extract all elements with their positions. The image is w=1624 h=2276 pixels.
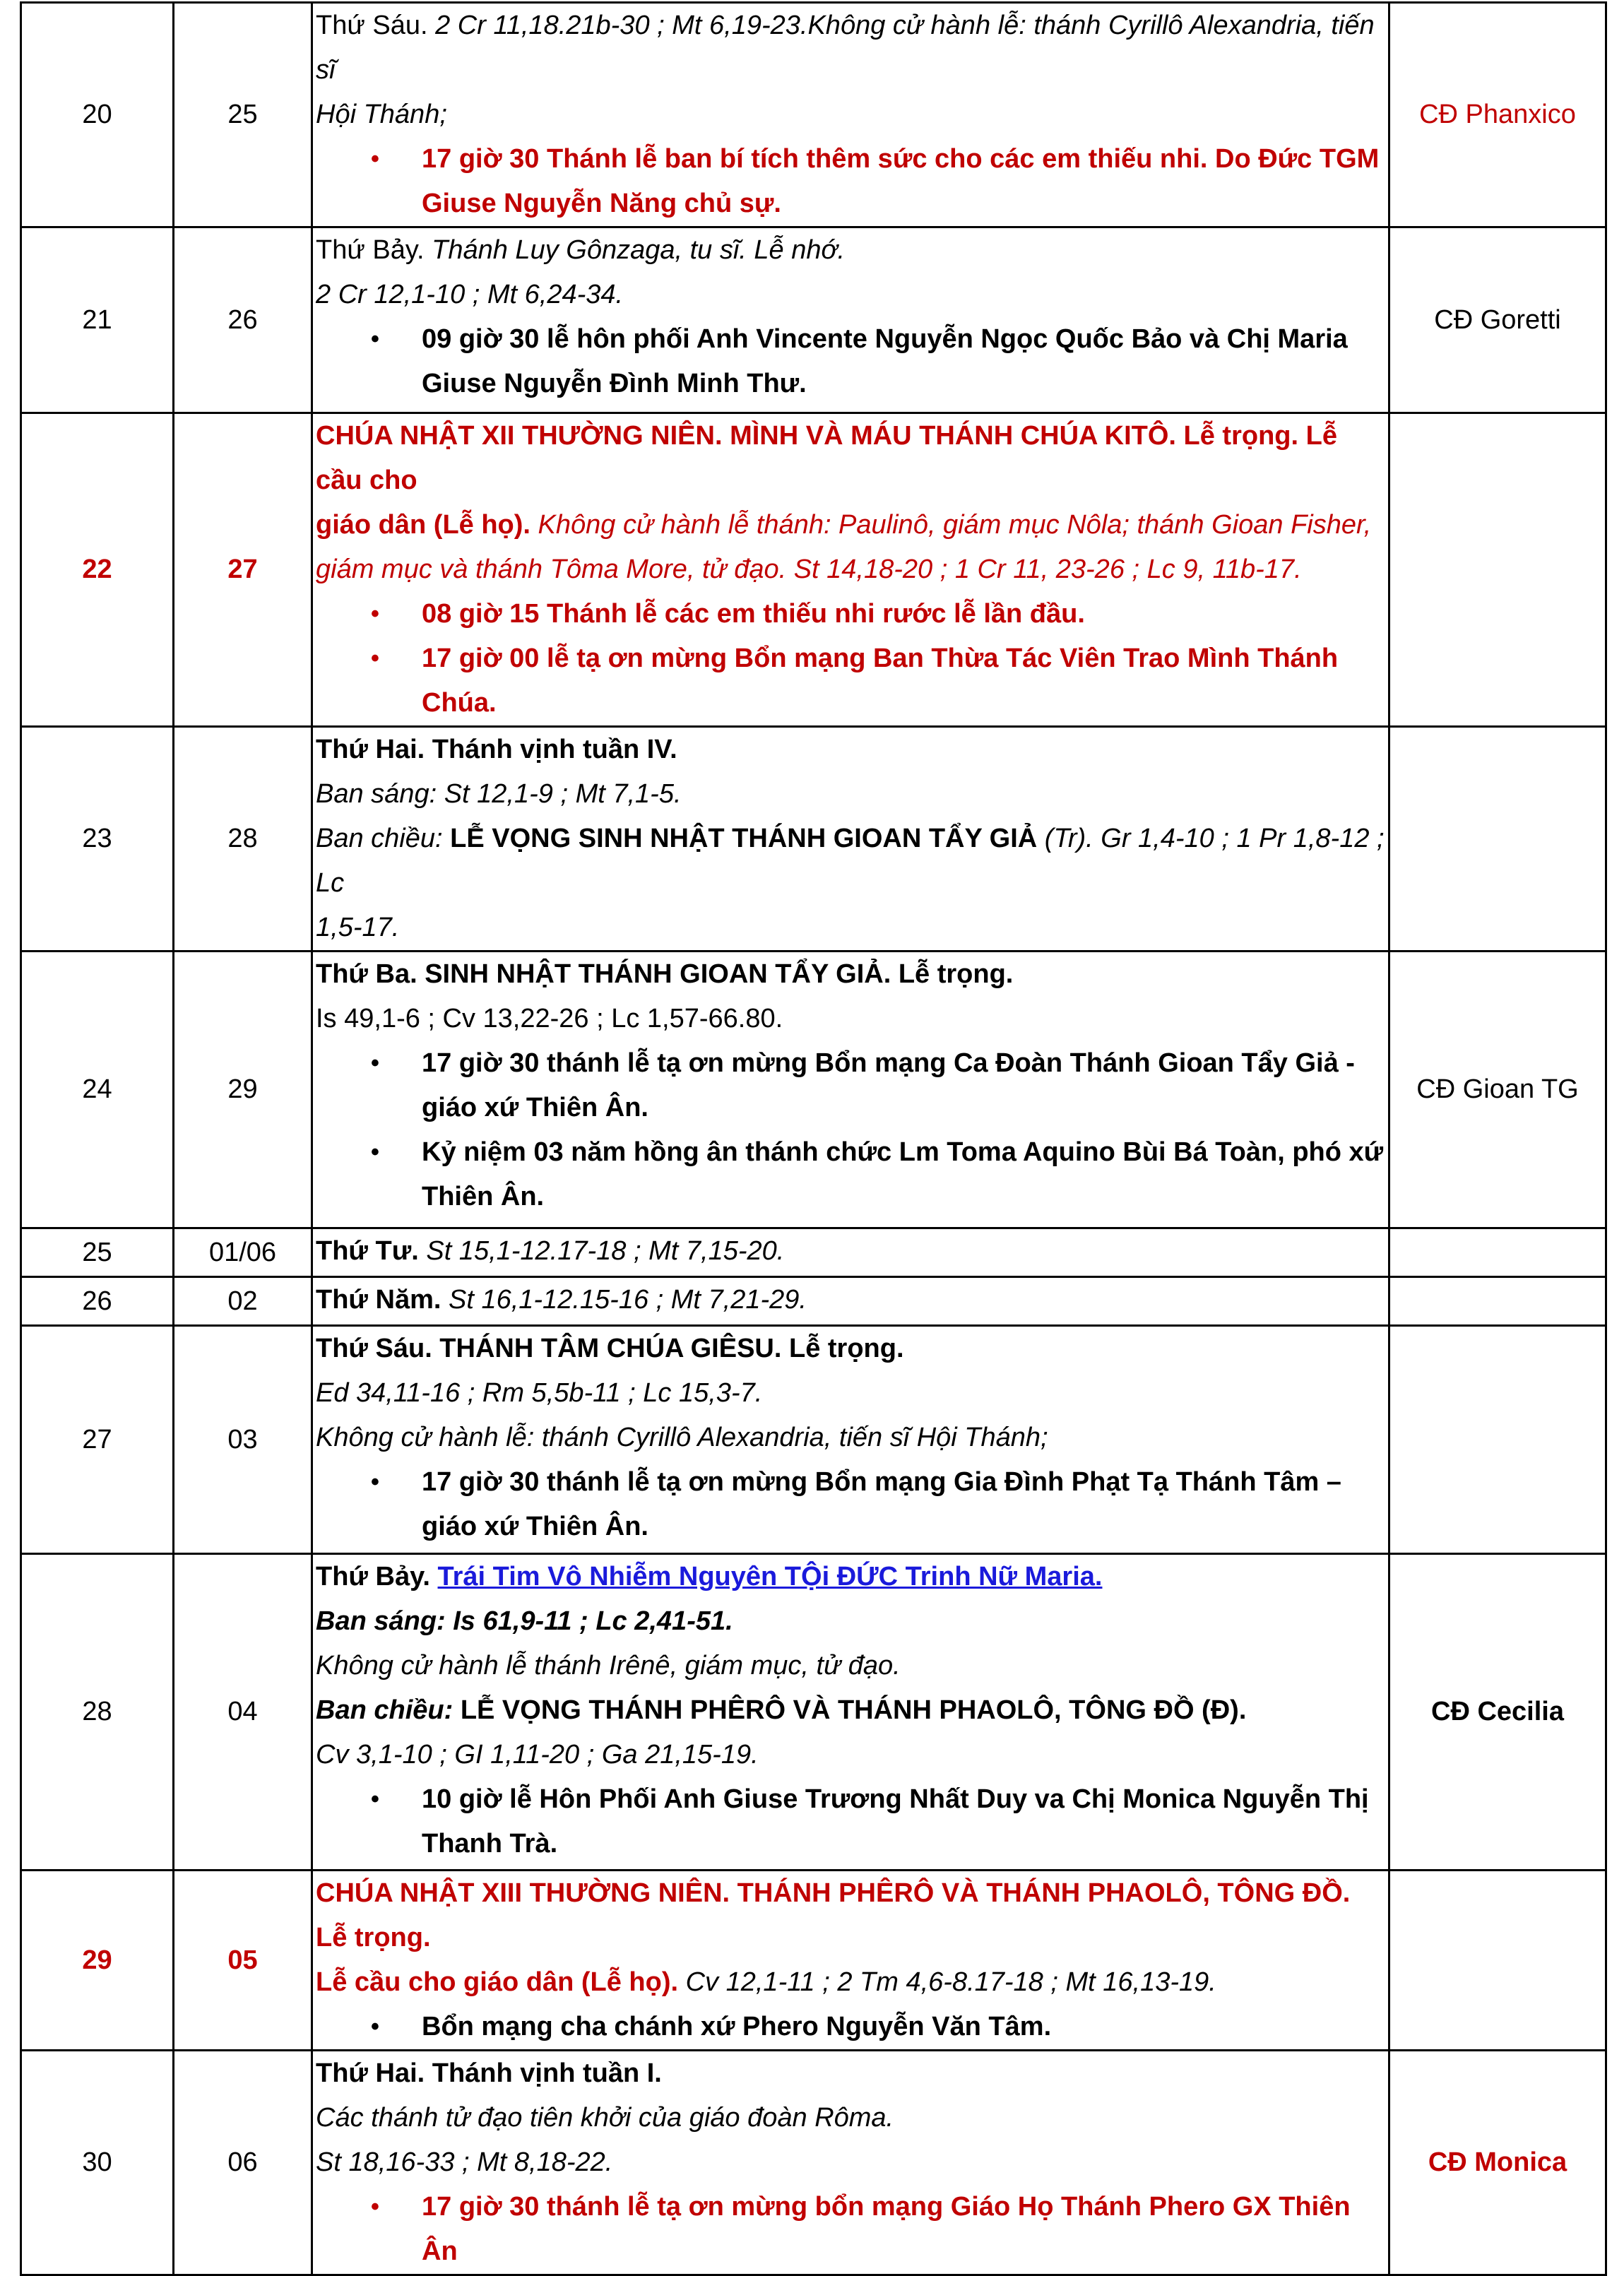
lunar-day-cell: 04	[174, 1554, 312, 1871]
liturgical-calendar-table	[20, 1, 1607, 2276]
liturgy-cell	[312, 227, 1389, 413]
bullet-icon: •	[371, 1786, 379, 1813]
liturgy-cell	[312, 3, 1389, 227]
bullet-icon: •	[371, 146, 379, 172]
bullet-icon: •	[371, 2193, 379, 2220]
day-cell: 23	[21, 727, 174, 952]
lunar-day-cell: 26	[174, 227, 312, 413]
day-cell: 26	[21, 1277, 174, 1326]
liturgy-line: Cv 3,1-10 ; GI 1,11-20 ; Ga 21,15-19.	[316, 1740, 759, 1770]
liturgy-line: CHÚA NHẬT XII THƯỜNG NIÊN. MÌNH VÀ MÁU THÁNH CHÚA KITÔ. Lễ trọng. Lễ cầu cho	[316, 421, 1337, 495]
lunar-day-cell: 27	[174, 413, 312, 727]
community-cell	[1389, 1228, 1606, 1277]
lunar-day-cell: 02	[174, 1277, 312, 1326]
liturgy-line: Thứ Tư. St 15,1-12.17-18 ; Mt 7,15-20.	[316, 1236, 785, 1266]
table-row	[21, 1228, 1606, 1277]
liturgy-cell	[312, 1871, 1389, 2051]
table-row	[21, 1554, 1606, 1871]
event-list	[316, 1041, 1385, 1219]
day-cell: 24	[21, 952, 174, 1228]
lunar-day-cell: 06	[174, 2051, 312, 2275]
event-list	[316, 1460, 1385, 1549]
bullet-icon: •	[371, 1050, 379, 1077]
liturgy-line: Các thánh tử đạo tiên khởi của giáo đoàn Rôma.	[316, 2103, 894, 2133]
liturgy-cell	[312, 2051, 1389, 2275]
community-cell: CĐ Monica	[1389, 2051, 1606, 2275]
event-list	[316, 1777, 1385, 1866]
day-cell: 21	[21, 227, 174, 413]
event-item: • 17 giờ 30 Thánh lễ ban bí tích thêm sức cho các em thiếu nhi. Do Đức TGM Giuse Nguyễn Năng chủ sự.	[316, 137, 1385, 226]
community-cell: CĐ Phanxico	[1389, 3, 1606, 227]
liturgy-line: CHÚA NHẬT XIII THƯỜNG NIÊN. THÁNH PHÊRÔ VÀ THÁNH PHAOLÔ, TÔNG ĐỒ. Lễ trọng.	[316, 1878, 1351, 1952]
liturgy-cell	[312, 727, 1389, 952]
event-item: • 17 giờ 30 thánh lễ tạ ơn mừng Bổn mạng Gia Đình Phạt Tạ Thánh Tâm – giáo xứ Thiên Ân.	[316, 1460, 1385, 1549]
table-row	[21, 413, 1606, 727]
lunar-day-cell: 28	[174, 727, 312, 952]
liturgy-line: Thứ Ba. SINH NHẬT THÁNH GIOAN TẨY GIẢ. Lễ trọng.	[316, 959, 1014, 989]
liturgy-line: Ban chiều: LỄ VỌNG THÁNH PHÊRÔ VÀ THÁNH PHAOLÔ, TÔNG ĐỒ (Đ).	[316, 1695, 1247, 1725]
event-list	[316, 592, 1385, 725]
community-cell	[1389, 727, 1606, 952]
liturgy-line: Thứ Sáu. 2 Cr 11,18.21b-30 ; Mt 6,19-23.Không cử hành lễ: thánh Cyrillô Alexandria, tiến sĩ	[316, 11, 1375, 85]
table-row	[21, 1871, 1606, 2051]
table-row	[21, 952, 1606, 1228]
community-cell: CĐ Cecilia	[1389, 1554, 1606, 1871]
community-cell	[1389, 1326, 1606, 1554]
bullet-icon: •	[371, 1469, 379, 1495]
liturgy-line: Thứ Năm. St 16,1-12.15-16 ; Mt 7,21-29.	[316, 1285, 807, 1315]
liturgy-line: 2 Cr 12,1-10 ; Mt 6,24-34.	[316, 280, 624, 309]
event-item: • 10 giờ lễ Hôn Phối Anh Giuse Trương Nhất Duy va Chị Monica Nguyễn Thị Thanh Trà.	[316, 1777, 1385, 1866]
liturgy-line: Không cử hành lễ thánh Irênê, giám mục, tử đạo.	[316, 1651, 901, 1681]
bullet-icon: •	[371, 645, 379, 672]
day-cell: 22	[21, 413, 174, 727]
event-list	[316, 2005, 1385, 2049]
liturgy-line: Ed 34,11-16 ; Rm 5,5b-11 ; Lc 15,3-7.	[316, 1378, 763, 1408]
liturgy-line: Không cử hành lễ: thánh Cyrillô Alexandria, tiến sĩ Hội Thánh;	[316, 1423, 1048, 1452]
liturgy-line: Ban chiều: LỄ VỌNG SINH NHẬT THÁNH GIOAN TẨY GIẢ (Tr). Gr 1,4-10 ; 1 Pr 1,8-12 ; Lc	[316, 824, 1385, 898]
table-row	[21, 1326, 1606, 1554]
liturgy-line: Thứ Bảy. Thánh Luy Gônzaga, tu sĩ. Lễ nhớ.	[316, 235, 846, 265]
table-row	[21, 3, 1606, 227]
event-item: • Kỷ niệm 03 năm hồng ân thánh chức Lm Toma Aquino Bùi Bá Toàn, phó xứ Thiên Ân.	[316, 1130, 1385, 1219]
liturgy-cell	[312, 1228, 1389, 1277]
bullet-icon: •	[371, 1139, 379, 1166]
liturgy-line: Thứ Hai. Thánh vịnh tuần IV.	[316, 735, 677, 764]
liturgy-line: giám mục và thánh Tôma More, tử đạo. St 14,18-20 ; 1 Cr 11, 23-26 ; Lc 9, 11b-17.	[316, 555, 1302, 584]
lunar-day-cell: 03	[174, 1326, 312, 1554]
event-list	[316, 317, 1385, 406]
event-list	[316, 2185, 1385, 2274]
event-item: • Bổn mạng cha chánh xứ Phero Nguyễn Văn Tâm.	[316, 2005, 1385, 2049]
feast-link[interactable]: Trái Tim Vô Nhiễm Nguyên TỘi ĐỨC Trinh Nữ Maria.	[437, 1562, 1103, 1592]
event-item: • 08 giờ 15 Thánh lễ các em thiếu nhi rước lễ lần đầu.	[316, 592, 1385, 636]
table-row	[21, 727, 1606, 952]
table-row	[21, 227, 1606, 413]
table-row	[21, 1277, 1606, 1326]
liturgy-cell	[312, 1554, 1389, 1871]
liturgy-cell	[312, 952, 1389, 1228]
bullet-icon: •	[371, 326, 379, 352]
day-cell: 20	[21, 3, 174, 227]
community-cell	[1389, 1871, 1606, 2051]
liturgy-line: Thứ Hai. Thánh vịnh tuần I.	[316, 2058, 662, 2088]
liturgy-cell	[312, 413, 1389, 727]
event-item: • 17 giờ 00 lễ tạ ơn mừng Bổn mạng Ban Thừa Tác Viên Trao Mình Thánh Chúa.	[316, 636, 1385, 725]
day-cell: 30	[21, 2051, 174, 2275]
liturgy-line: 1,5-17.	[316, 913, 400, 942]
liturgy-line: Thứ Bảy. Trái Tim Vô Nhiễm Nguyên TỘi ĐỨC Trinh Nữ Maria.	[316, 1562, 1103, 1592]
lunar-day-cell: 05	[174, 1871, 312, 2051]
liturgy-line: Lễ cầu cho giáo dân (Lễ họ). Cv 12,1-11 ; 2 Tm 4,6-8.17-18 ; Mt 16,13-19.	[316, 1967, 1216, 1997]
liturgy-line: St 18,16-33 ; Mt 8,18-22.	[316, 2147, 613, 2177]
liturgy-line: giáo dân (Lễ họ). Không cử hành lễ thánh: Paulinô, giám mục Nôla; thánh Gioan Fisher,	[316, 510, 1372, 540]
liturgy-cell	[312, 1326, 1389, 1554]
community-cell: CĐ Goretti	[1389, 227, 1606, 413]
community-cell: CĐ Gioan TG	[1389, 952, 1606, 1228]
lunar-day-cell: 29	[174, 952, 312, 1228]
liturgy-line: Is 49,1-6 ; Cv 13,22-26 ; Lc 1,57-66.80.	[316, 1004, 783, 1033]
liturgy-line: Thứ Sáu. THÁNH TÂM CHÚA GIÊSU. Lễ trọng.	[316, 1334, 904, 1363]
day-cell: 27	[21, 1326, 174, 1554]
table-row	[21, 2051, 1606, 2275]
community-cell	[1389, 413, 1606, 727]
event-item: • 09 giờ 30 lễ hôn phối Anh Vincente Nguyễn Ngọc Quốc Bảo và Chị Maria Giuse Nguyễn Đình Minh Thư.	[316, 317, 1385, 406]
liturgy-cell	[312, 1277, 1389, 1326]
day-cell: 28	[21, 1554, 174, 1871]
liturgy-line: Ban sáng: St 12,1-9 ; Mt 7,1-5.	[316, 779, 682, 809]
liturgy-line: Ban sáng: Is 61,9-11 ; Lc 2,41-51.	[316, 1606, 733, 1636]
event-list	[316, 137, 1385, 226]
event-item: • 17 giờ 30 thánh lễ tạ ơn mừng bổn mạng Giáo Họ Thánh Phero GX Thiên Ân	[316, 2185, 1385, 2274]
event-item: • 17 giờ 30 thánh lễ tạ ơn mừng Bổn mạng Ca Đoàn Thánh Gioan Tẩy Giả - giáo xứ Thiên Ân.	[316, 1041, 1385, 1130]
lunar-day-cell: 01/06	[174, 1228, 312, 1277]
liturgy-line: Hội Thánh;	[316, 100, 447, 129]
bullet-icon: •	[371, 2013, 379, 2040]
bullet-icon: •	[371, 600, 379, 627]
community-cell	[1389, 1277, 1606, 1326]
day-cell: 29	[21, 1871, 174, 2051]
day-cell: 25	[21, 1228, 174, 1277]
lunar-day-cell: 25	[174, 3, 312, 227]
